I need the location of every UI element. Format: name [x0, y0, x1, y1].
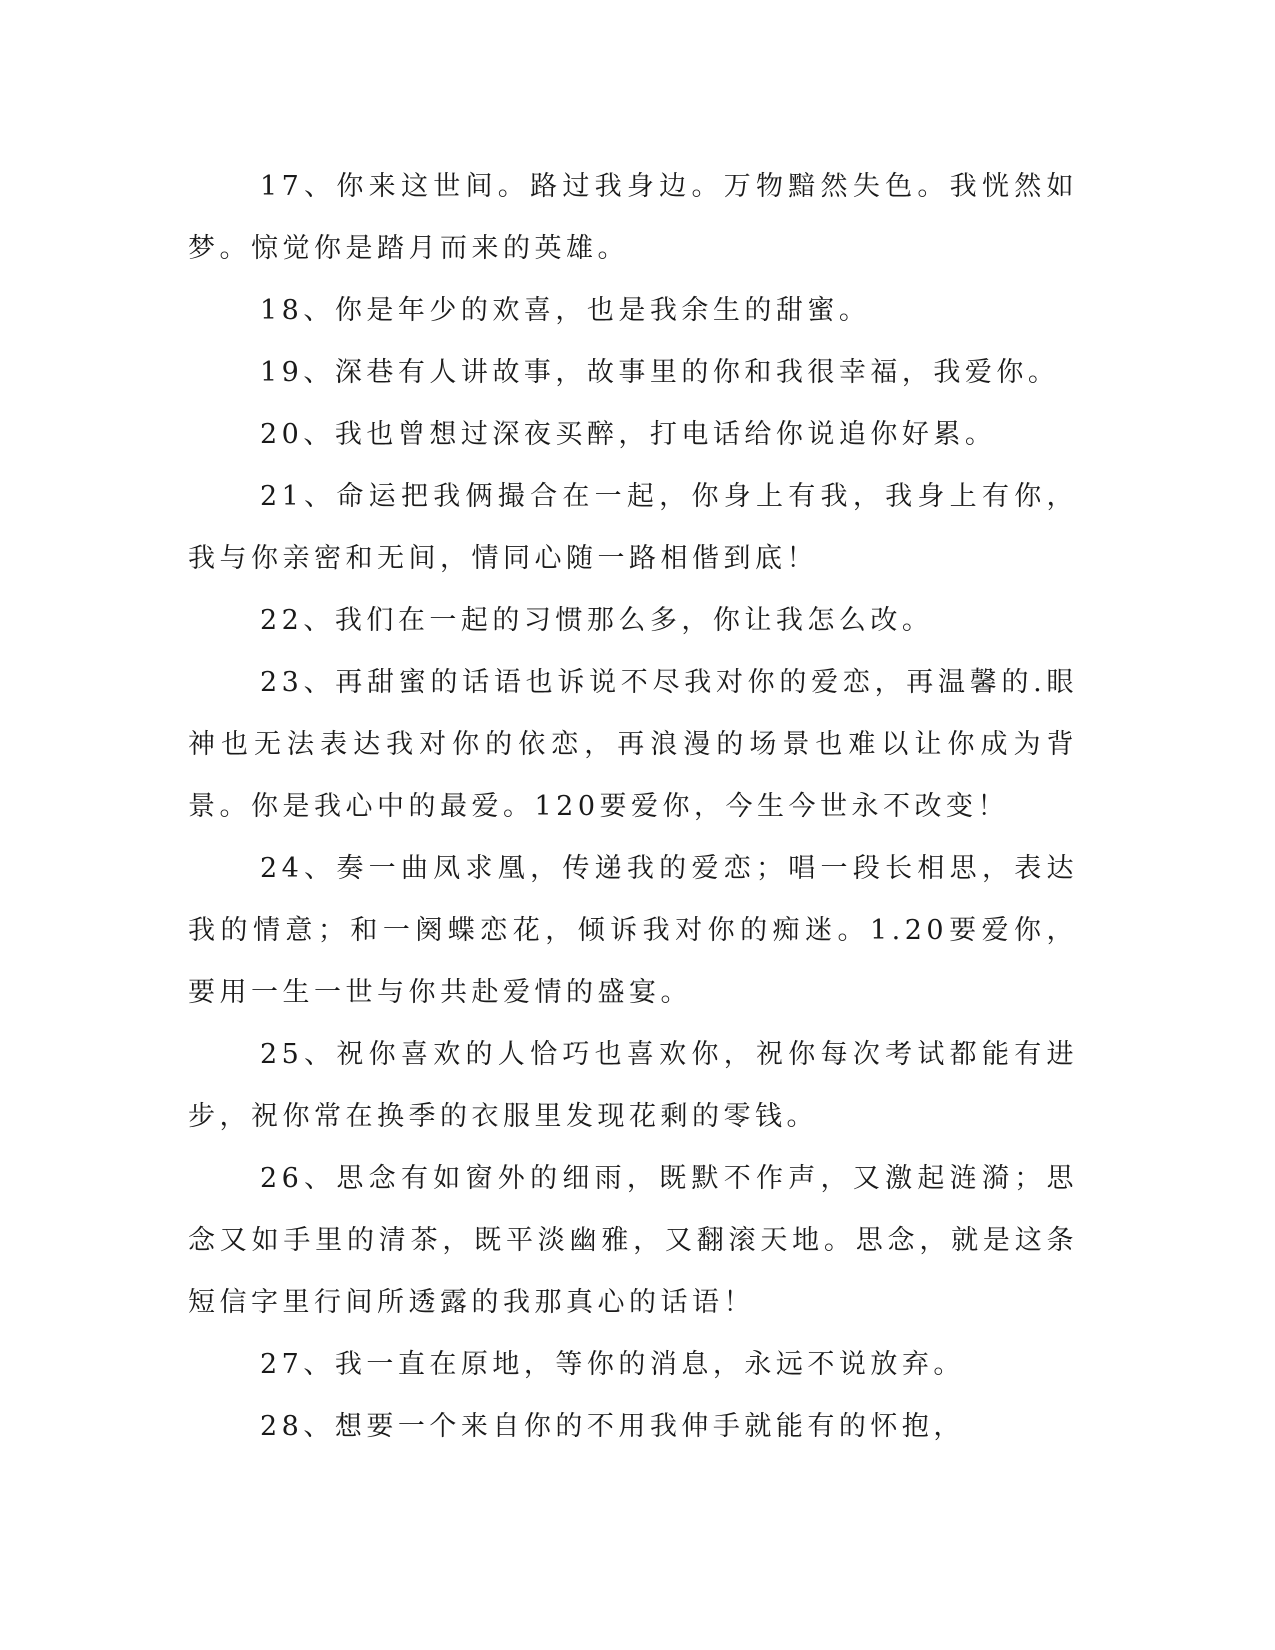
paragraph-25: 25、祝你喜欢的人恰巧也喜欢你，祝你每次考试都能有进步，祝你常在换季的衣服里发现花剩的零钱。	[188, 1039, 1078, 1132]
paragraph-17: 17、你来这世间。路过我身边。万物黯然失色。我恍然如梦。惊觉你是踏月而来的英雄。	[188, 171, 1078, 264]
paragraph-18: 18、你是年少的欢喜，也是我余生的甜蜜。	[260, 295, 871, 326]
document-body	[188, 156, 1078, 1458]
paragraph-19: 19、深巷有人讲故事，故事里的你和我很幸福，我爱你。	[260, 357, 1060, 388]
paragraph-22: 22、我们在一起的习惯那么多，你让我怎么改。	[260, 605, 934, 636]
paragraph-27: 27、我一直在原地，等你的消息，永远不说放弃。	[260, 1349, 965, 1380]
paragraph-26: 26、思念有如窗外的细雨，既默不作声，又激起涟漪；思念又如手里的清茶，既平淡幽雅，又翻滚天地。思念，就是这条短信字里行间所透露的我那真心的话语！	[188, 1163, 1078, 1318]
paragraph-24: 24、奏一曲凤求凰，传递我的爱恋；唱一段长相思，表达我的情意；和一阕蝶恋花，倾诉我对你的痴迷。1.20要爱你，要用一生一世与你共赴爱情的盛宴。	[188, 853, 1078, 1008]
paragraph-28: 28、想要一个来自你的不用我伸手就能有的怀抱，	[260, 1411, 965, 1442]
paragraph-20: 20、我也曾想过深夜买醉，打电话给你说追你好累。	[260, 419, 997, 450]
paragraph-21: 21、命运把我俩撮合在一起，你身上有我，我身上有你，我与你亲密和无间，情同心随一路相偕到底！	[188, 481, 1078, 574]
paragraph-23: 23、再甜蜜的话语也诉说不尽我对你的爱恋，再温馨的.眼神也无法表达我对你的依恋，再浪漫的场景也难以让你成为背景。你是我心中的最爱。120要爱你，今生今世永不改变！	[188, 667, 1078, 822]
